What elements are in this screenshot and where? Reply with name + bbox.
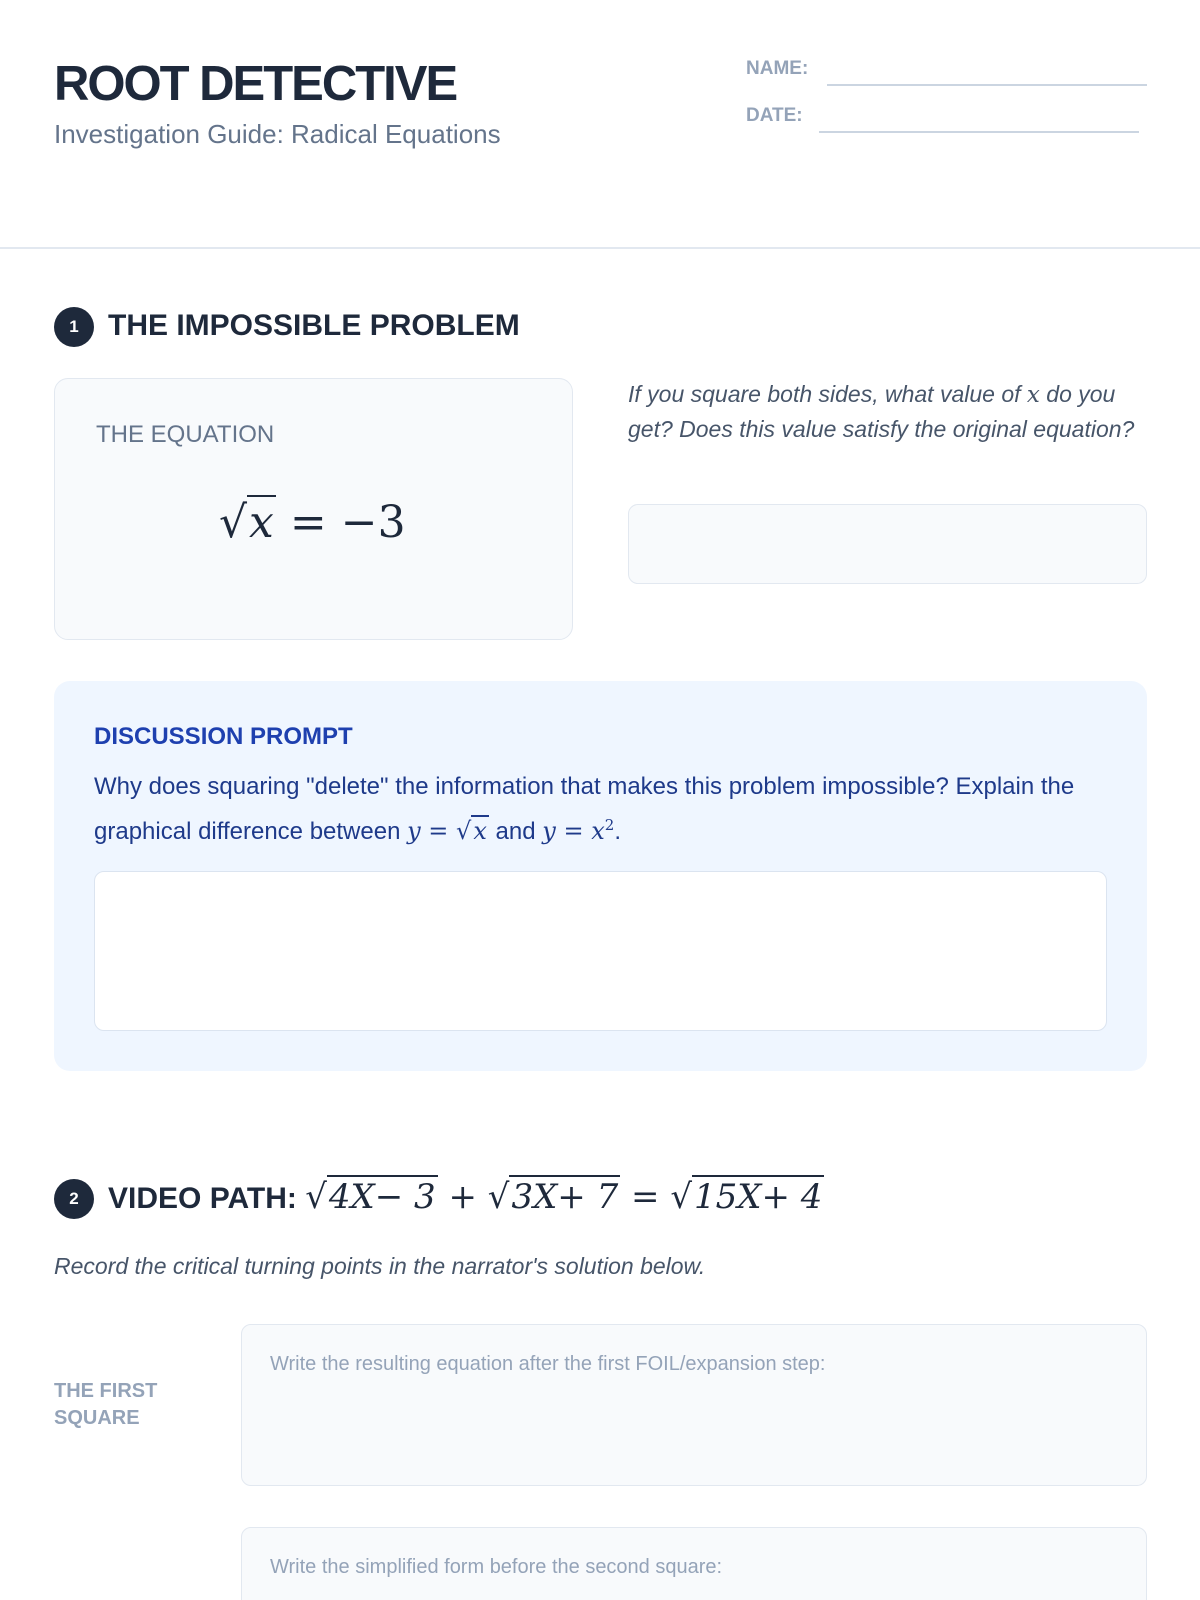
discussion-text xyxy=(94,767,1114,851)
step-1-label: THE FIRST SQUARE xyxy=(54,1380,158,1429)
and-word: and xyxy=(488,818,543,845)
radical-1: √4X− 3 xyxy=(305,1177,436,1217)
sqrt-expression: √x xyxy=(219,497,274,548)
square-question xyxy=(628,377,1148,446)
step-2-prompt: Write the simplified form before the second square: xyxy=(270,1556,723,1578)
equation-display xyxy=(219,497,406,548)
date-line[interactable] xyxy=(819,131,1139,133)
discussion-text-start: Why does squaring "delete" the information that makes this problem impossible? Explain the graphical difference between xyxy=(94,773,1075,845)
discussion-prompt-box xyxy=(54,681,1147,1071)
section-2-title-prefix: VIDEO PATH: xyxy=(108,1182,306,1215)
question-variable: x xyxy=(1026,382,1040,408)
discussion-answer-box[interactable] xyxy=(94,871,1107,1031)
worksheet-title: ROOT DETECTIVE xyxy=(54,57,457,111)
discussion-label: DISCUSSION PROMPT xyxy=(94,723,353,750)
radical-3: √15X+ 4 xyxy=(670,1177,823,1217)
expr1-equals: = xyxy=(420,817,457,845)
expr2-base: x xyxy=(591,817,605,845)
expr1-radicand: x xyxy=(473,817,487,845)
name-line[interactable] xyxy=(827,84,1147,86)
expr2-equals: = xyxy=(555,817,592,845)
step-1-prompt: Write the resulting equation after the first FOIL/expansion step: xyxy=(270,1353,826,1375)
question-text-start: If you square both sides, what value of xyxy=(628,381,1027,407)
worksheet-header xyxy=(0,0,1200,249)
question-text-end: do you get? Does this value satisfy the original equation? xyxy=(628,381,1135,442)
radical-1-radicand: 4X− 3 xyxy=(328,1177,436,1217)
equation-rhs: −3 xyxy=(340,497,406,548)
expr1-lhs: y xyxy=(407,817,421,845)
radical-2-radicand: 3X+ 7 xyxy=(511,1177,619,1217)
video-plus: + xyxy=(437,1177,488,1217)
equation-label: THE EQUATION xyxy=(96,421,275,448)
square-answer-box[interactable] xyxy=(628,504,1147,584)
worksheet-subtitle: Investigation Guide: Radical Equations xyxy=(54,119,501,149)
date-label: DATE: xyxy=(746,105,803,126)
video-equals: = xyxy=(620,1177,671,1217)
name-label: NAME: xyxy=(746,58,809,79)
step-1-answer-box[interactable] xyxy=(241,1324,1147,1486)
section-1-badge: 1 xyxy=(54,307,94,347)
expr1-sqrt: √x xyxy=(456,817,487,845)
radical-2: √3X+ 7 xyxy=(487,1177,619,1217)
section-2-title xyxy=(108,1177,824,1217)
section-2-instructions: Record the critical turning points in the narrator's solution below. xyxy=(54,1253,706,1279)
equation-equals: = xyxy=(289,497,327,548)
equation-radicand: x xyxy=(249,497,274,548)
section-1-title: THE IMPOSSIBLE PROBLEM xyxy=(108,309,520,342)
section-2-badge: 2 xyxy=(54,1179,94,1219)
radical-3-radicand: 15X+ 4 xyxy=(694,1177,823,1217)
discussion-period: . xyxy=(614,818,621,845)
step-2-answer-box[interactable] xyxy=(241,1527,1147,1600)
video-equation xyxy=(305,1177,824,1217)
expr2-exponent: 2 xyxy=(604,816,615,834)
equation-card xyxy=(54,378,573,640)
expr2-lhs: y xyxy=(542,817,556,845)
